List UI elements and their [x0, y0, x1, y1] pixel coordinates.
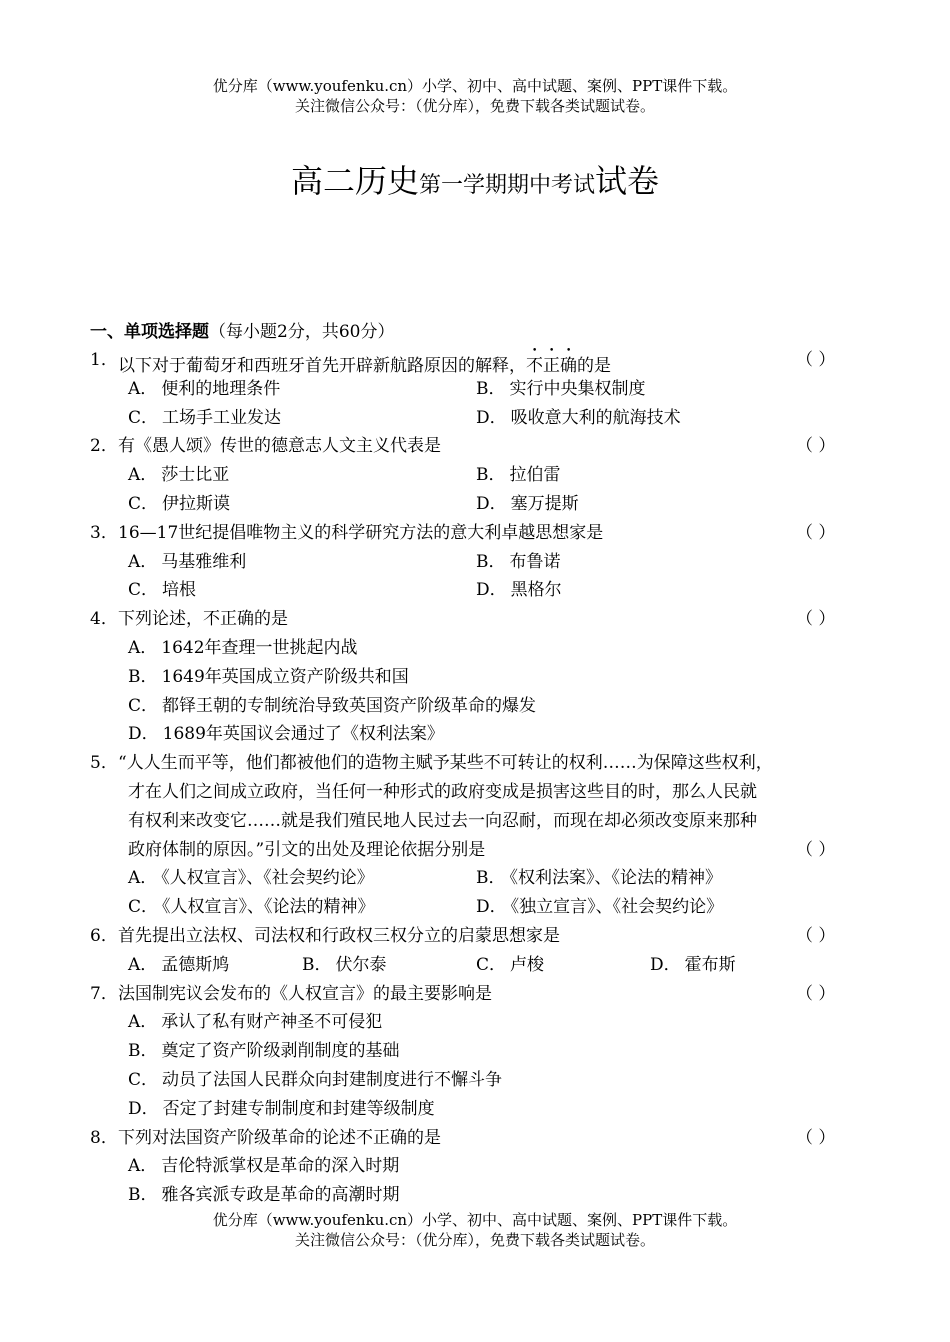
section-note: （每小题2分，共60分）: [209, 322, 395, 342]
header-line-1: 优分库（www.youfenku.cn）小学、初中、高中试题、案例、PPT课件下载。: [212, 77, 738, 95]
question-stem: 16—17世纪提倡唯物主义的科学研究方法的意大利卓越思想家是: [118, 522, 604, 543]
option-c: C． 卢梭: [476, 954, 545, 975]
option-a: A． 《人权宣言》、《社会契约论》: [128, 868, 374, 889]
answer-blank: （ ）: [796, 1127, 836, 1148]
page-header: [0, 76, 950, 116]
exam-content: [90, 318, 880, 1210]
option-c: C． 工场手工业发达: [128, 407, 282, 428]
answer-blank: （ ）: [796, 609, 836, 630]
option-b: B． 拉伯雷: [476, 465, 561, 486]
option-a: A． 莎士比亚: [128, 465, 230, 486]
section-heading: [90, 318, 880, 346]
question-8: [90, 1124, 880, 1210]
footer-line-1: 优分库（www.youfenku.cn）小学、初中、高中试题、案例、PPT课件下载。: [212, 1211, 738, 1229]
question-3: [90, 519, 880, 605]
option-d: D． 否定了封建专制制度和封建等级制度: [128, 1098, 435, 1119]
option-b: B． 雅各宾派专政是革命的高潮时期: [128, 1185, 400, 1206]
question-stem: 首先提出立法权、司法权和行政权三权分立的启蒙思想家是: [118, 925, 560, 946]
header-line-2: 关注微信公众号：（优分库），免费下载各类试题试卷。: [294, 97, 655, 115]
option-a: A． 便利的地理条件: [128, 378, 281, 399]
title-paper: 试卷: [595, 162, 660, 200]
question-stem-line-2: 才在人们之间成立政府，当任何一种形式的政府变成是损害这些目的时，那么人民就: [128, 781, 757, 802]
question-stem-line-1: “人人生而平等，他们都被他们的造物主赋予某些不可转让的权利……为保障这些权利，: [118, 753, 773, 774]
option-d: D． 塞万提斯: [476, 493, 579, 514]
question-number: 2．: [90, 436, 118, 457]
footer-line-2: 关注微信公众号：（优分库），免费下载各类试题试卷。: [294, 1231, 655, 1249]
question-stem-line-4: 政府体制的原因。”引文的出处及理论依据分别是: [128, 839, 486, 860]
option-a: A． 孟德斯鸠: [128, 954, 230, 975]
question-7: [90, 980, 880, 1124]
question-stem: 法国制宪议会发布的《人权宣言》的最主要影响是: [118, 983, 492, 1004]
question-6: [90, 922, 880, 980]
title-term: 第一学期期中考试: [418, 173, 595, 198]
answer-blank: （ ）: [796, 436, 836, 457]
option-d: D． 1689年英国议会通过了《权利法案》: [128, 724, 444, 745]
answer-blank: （ ）: [796, 522, 836, 543]
question-stem: 下列论述，不正确的是: [118, 609, 288, 630]
question-number: 4．: [90, 609, 118, 630]
option-b: B． 《权利法案》、《论法的精神》: [476, 868, 722, 889]
option-a: A． 吉伦特派掌权是革命的深入时期: [128, 1156, 400, 1177]
option-b: B． 伏尔泰: [302, 954, 387, 975]
question-2: [90, 432, 880, 518]
answer-blank: （ ）: [796, 925, 836, 946]
option-a: A． 马基雅维利: [128, 551, 247, 572]
option-b: B． 布鲁诺: [476, 551, 561, 572]
title-subject: 高二历史: [290, 162, 419, 200]
question-4: [90, 605, 880, 749]
answer-blank: （ ）: [796, 839, 836, 860]
option-a: A． 1642年查理一世挑起内战: [128, 637, 358, 658]
question-stem: 以下对于葡萄牙和西班牙首先开辟新航路原因的解释，不正确的是: [118, 356, 611, 376]
option-c: C． 都铎王朝的专制统治导致英国资产阶级革命的爆发: [128, 695, 537, 716]
question-number: 3．: [90, 522, 118, 543]
option-c: C． 《人权宣言》、《论法的精神》: [128, 897, 375, 918]
option-a: A． 承认了私有财产神圣不可侵犯: [128, 1012, 383, 1033]
answer-blank: （ ）: [796, 983, 836, 1004]
question-stem: 有《愚人颂》传世的德意志人文主义代表是: [118, 436, 441, 457]
question-number: 1．: [90, 350, 118, 370]
answer-blank: （ ）: [796, 350, 836, 370]
question-1: [90, 346, 880, 432]
option-d: D． 《独立宣言》、《社会契约论》: [476, 897, 724, 918]
section-title: 一、单项选择题: [90, 322, 209, 342]
option-d: D． 黑格尔: [476, 580, 562, 601]
exam-title: [0, 156, 950, 202]
question-number: 8．: [90, 1127, 118, 1148]
option-b: B． 奠定了资产阶级剥削制度的基础: [128, 1041, 400, 1062]
option-c: C． 动员了法国人民群众向封建制度进行不懈斗争: [128, 1069, 503, 1090]
question-stem-line-3: 有权利来改变它……就是我们殖民地人民过去一向忍耐，而现在却必须改变原来那种: [128, 810, 757, 831]
option-d: D． 霍布斯: [650, 954, 736, 975]
option-d: D． 吸收意大利的航海技术: [476, 407, 681, 428]
question-number: 6．: [90, 925, 118, 946]
option-c: C． 培根: [128, 580, 197, 601]
question-stem: 下列对法国资产阶级革命的论述不正确的是: [118, 1127, 441, 1148]
page-footer: [0, 1210, 950, 1250]
question-number: 7．: [90, 983, 118, 1004]
option-b: B． 1649年英国成立资产阶级共和国: [128, 666, 409, 687]
question-5: [90, 749, 880, 922]
option-b: B． 实行中央集权制度: [476, 378, 646, 399]
emphasis-text: 不正确: [526, 356, 577, 376]
question-number: 5．: [90, 753, 118, 774]
option-c: C． 伊拉斯谟: [128, 493, 231, 514]
